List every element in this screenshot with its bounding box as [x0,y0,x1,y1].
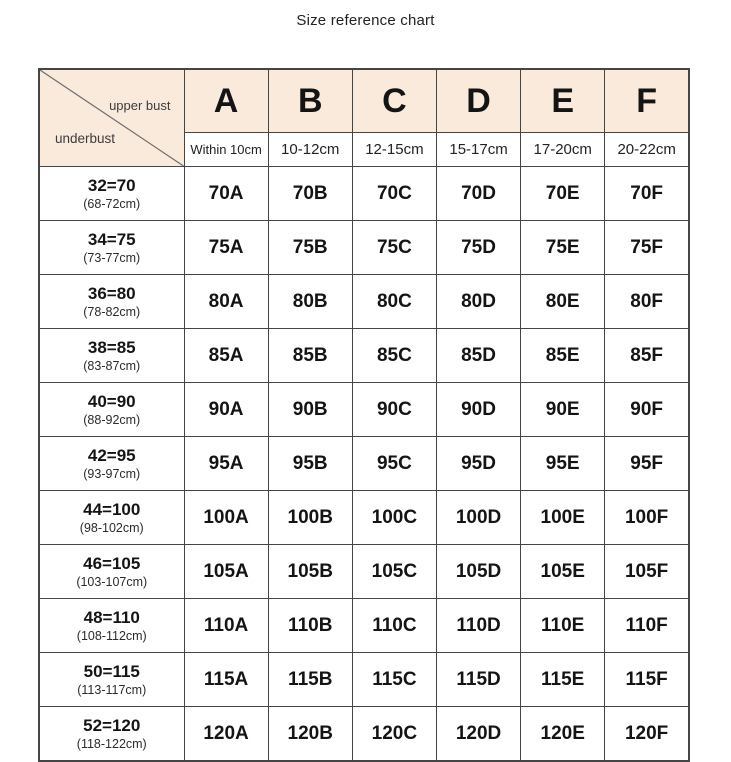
size-cell-90F: 90F [605,383,689,437]
underbust-range: (78-82cm) [83,304,141,319]
size-cell-115A: 115A [184,653,268,707]
size-cell-80A: 80A [184,275,268,329]
size-cell-110C: 110C [352,599,436,653]
size-cell-120C: 120C [352,707,436,762]
underbust-size: 50=115 [83,662,140,682]
table-row [39,545,689,599]
size-cell-90D: 90D [436,383,520,437]
size-cell-80C: 80C [352,275,436,329]
size-cell-70A: 70A [184,167,268,221]
size-cell-70E: 70E [521,167,605,221]
table-row [39,437,689,491]
size-cell-80D: 80D [436,275,520,329]
underbust-range: (113-117cm) [77,682,147,697]
column-range-E: 17-20cm [521,133,605,167]
column-range-F: 20-22cm [605,133,689,167]
underbust-size: 44=100 [83,500,141,520]
underbust-range: (93-97cm) [83,466,141,481]
size-cell-110A: 110A [184,599,268,653]
underbust-range: (83-87cm) [83,358,141,373]
row-label-42=95 [39,437,184,491]
table-row [39,707,689,762]
corner-label-underbust: underbust [55,131,116,146]
table-row [39,383,689,437]
size-cell-110E: 110E [521,599,605,653]
column-header-C: C [352,69,436,133]
underbust-size: 46=105 [83,554,141,574]
size-cell-80B: 80B [268,275,352,329]
table-row [39,491,689,545]
column-header-D: D [436,69,520,133]
size-cell-75A: 75A [184,221,268,275]
column-header-E: E [521,69,605,133]
size-cell-75D: 75D [436,221,520,275]
row-label-32=70 [39,167,184,221]
size-cell-85F: 85F [605,329,689,383]
size-cell-95A: 95A [184,437,268,491]
size-cell-105C: 105C [352,545,436,599]
size-cell-90B: 90B [268,383,352,437]
size-cell-105A: 105A [184,545,268,599]
size-cell-110D: 110D [436,599,520,653]
underbust-size: 36=80 [87,284,136,304]
size-cell-80E: 80E [521,275,605,329]
size-cell-80F: 80F [605,275,689,329]
size-cell-95C: 95C [352,437,436,491]
size-cell-70F: 70F [605,167,689,221]
size-cell-85B: 85B [268,329,352,383]
size-reference-table [38,68,690,762]
row-label-44=100 [39,491,184,545]
size-cell-90C: 90C [352,383,436,437]
underbust-size: 42=95 [87,446,136,466]
size-cell-75C: 75C [352,221,436,275]
size-cell-95E: 95E [521,437,605,491]
letter-header-row [39,69,689,133]
underbust-range: (98-102cm) [79,520,144,535]
table-row [39,167,689,221]
size-cell-70D: 70D [436,167,520,221]
underbust-range: (108-112cm) [76,628,147,643]
size-cell-105D: 105D [436,545,520,599]
size-cell-115E: 115E [521,653,605,707]
size-cell-90E: 90E [521,383,605,437]
column-range-C: 12-15cm [352,133,436,167]
size-cell-105B: 105B [268,545,352,599]
column-range-A: Within 10cm [184,133,268,167]
table-row [39,221,689,275]
size-cell-100F: 100F [605,491,689,545]
underbust-size: 38=85 [87,338,136,358]
size-cell-100D: 100D [436,491,520,545]
size-cell-115F: 115F [605,653,689,707]
size-cell-95F: 95F [605,437,689,491]
size-table-body [39,167,689,762]
column-range-D: 15-17cm [436,133,520,167]
size-cell-120D: 120D [436,707,520,762]
size-cell-100C: 100C [352,491,436,545]
size-cell-105E: 105E [521,545,605,599]
size-cell-85A: 85A [184,329,268,383]
size-cell-120A: 120A [184,707,268,762]
underbust-size: 32=70 [87,176,136,196]
size-cell-70C: 70C [352,167,436,221]
size-cell-100E: 100E [521,491,605,545]
row-label-46=105 [39,545,184,599]
size-cell-85C: 85C [352,329,436,383]
size-cell-70B: 70B [268,167,352,221]
table-row [39,275,689,329]
row-label-38=85 [39,329,184,383]
underbust-range: (88-92cm) [83,412,141,427]
page-title: Size reference chart [296,12,435,29]
row-label-36=80 [39,275,184,329]
size-cell-115D: 115D [436,653,520,707]
corner-label-upper-bust: upper bust [109,98,171,113]
column-range-B: 10-12cm [268,133,352,167]
table-row [39,599,689,653]
size-cell-95B: 95B [268,437,352,491]
row-label-50=115 [39,653,184,707]
size-cell-95D: 95D [436,437,520,491]
diagonal-corner-cell [39,69,184,167]
size-cell-110F: 110F [605,599,689,653]
size-cell-75B: 75B [268,221,352,275]
row-label-52=120 [39,707,184,762]
diagonal-line [40,70,184,166]
size-cell-110B: 110B [268,599,352,653]
size-cell-100B: 100B [268,491,352,545]
underbust-size: 34=75 [87,230,136,250]
size-cell-85D: 85D [436,329,520,383]
size-cell-105F: 105F [605,545,689,599]
table-row [39,653,689,707]
row-label-40=90 [39,383,184,437]
size-cell-100A: 100A [184,491,268,545]
column-header-B: B [268,69,352,133]
underbust-size: 52=120 [83,716,141,736]
size-cell-90A: 90A [184,383,268,437]
underbust-range: (73-77cm) [83,250,141,265]
underbust-range: (118-122cm) [76,736,147,751]
size-cell-120F: 120F [605,707,689,762]
underbust-size: 40=90 [87,392,136,412]
size-cell-85E: 85E [521,329,605,383]
size-cell-120B: 120B [268,707,352,762]
row-label-34=75 [39,221,184,275]
underbust-range: (103-107cm) [76,574,148,589]
column-header-A: A [184,69,268,133]
underbust-range: (68-72cm) [83,196,141,211]
size-cell-120E: 120E [521,707,605,762]
size-cell-115C: 115C [352,653,436,707]
table-row [39,329,689,383]
size-cell-75F: 75F [605,221,689,275]
size-cell-115B: 115B [268,653,352,707]
row-label-48=110 [39,599,184,653]
size-cell-75E: 75E [521,221,605,275]
underbust-size: 48=110 [83,608,140,628]
column-header-F: F [605,69,689,133]
